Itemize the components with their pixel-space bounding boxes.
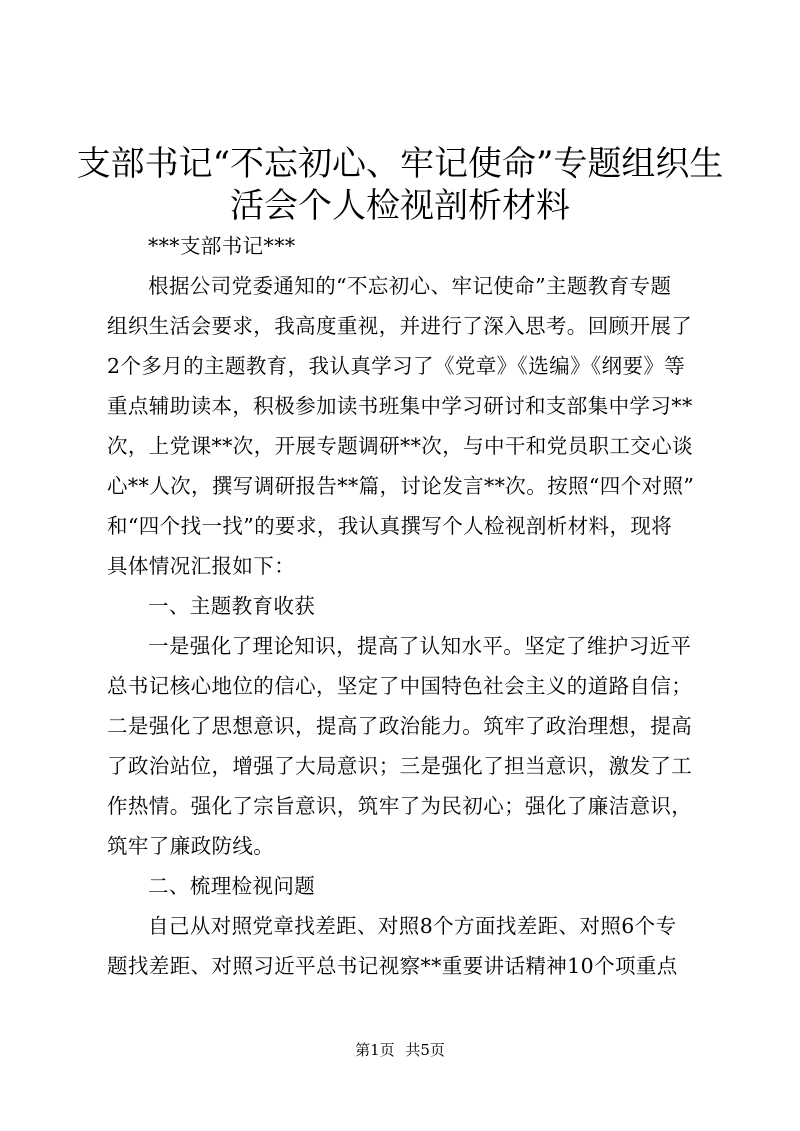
- paragraph-line: 根据公司党委通知的“不忘初心、牢记使命”主题教育专题: [148, 274, 672, 298]
- paragraph-line: 总书记核心地位的信心，坚定了中国特色社会主义的道路自信；: [107, 674, 693, 698]
- page-number: 第1页: [355, 1041, 395, 1059]
- paragraph-line: 作热情。强化了宗旨意识，筑牢了为民初心；强化了廉洁意识，: [107, 794, 693, 818]
- paragraph-line: 筑牢了廉政防线。: [107, 834, 275, 858]
- paragraph-line: 一是强化了理论知识，提高了认知水平。坚定了维护习近平: [148, 634, 692, 658]
- paragraph-line: 心**人次，撰写调研报告**篇，讨论发言**次。按照“四个对照”: [107, 474, 695, 498]
- paragraph-line: 二是强化了思想意识，提高了政治能力。筑牢了政治理想，提高: [107, 714, 693, 738]
- paragraph-line: 了政治站位，增强了大局意识；三是强化了担当意识，激发了工: [107, 754, 693, 778]
- section-heading-2: 二、梳理检视问题: [148, 874, 316, 898]
- author-line: ***支部书记***: [148, 234, 296, 258]
- paragraph-line: 重点辅助读本，积极参加读书班集中学习研讨和支部集中学习**: [107, 394, 693, 418]
- page-total: 共5页: [405, 1041, 445, 1059]
- paragraph-line: 次，上党课**次，开展专题调研**次，与中干和党员职工交心谈: [107, 434, 693, 458]
- section-heading-1: 一、主题教育收获: [148, 594, 316, 618]
- paragraph-line: 具体情况汇报如下：: [107, 554, 296, 578]
- document-title-line-1: 支部书记“不忘初心、牢记使命”专题组织生: [76, 144, 724, 184]
- document-title-line-2: 活会个人检视剖析材料: [230, 186, 570, 226]
- paragraph-line: 组织生活会要求，我高度重视，并进行了深入思考。回顾开展了: [107, 314, 693, 338]
- paragraph-line: 2个多月的主题教育，我认真学习了《党章》《选编》《纲要》等: [107, 354, 686, 378]
- paragraph-line: 自己从对照党章找差距、对照8个方面找差距、对照6个专: [148, 914, 677, 938]
- paragraph-line: 题找差距、对照习近平总书记视察**重要讲话精神10个项重点: [107, 954, 678, 978]
- paragraph-line: 和“四个找一找”的要求，我认真撰写个人检视剖析材料，现将: [107, 514, 673, 538]
- page-footer: [0, 1040, 800, 1060]
